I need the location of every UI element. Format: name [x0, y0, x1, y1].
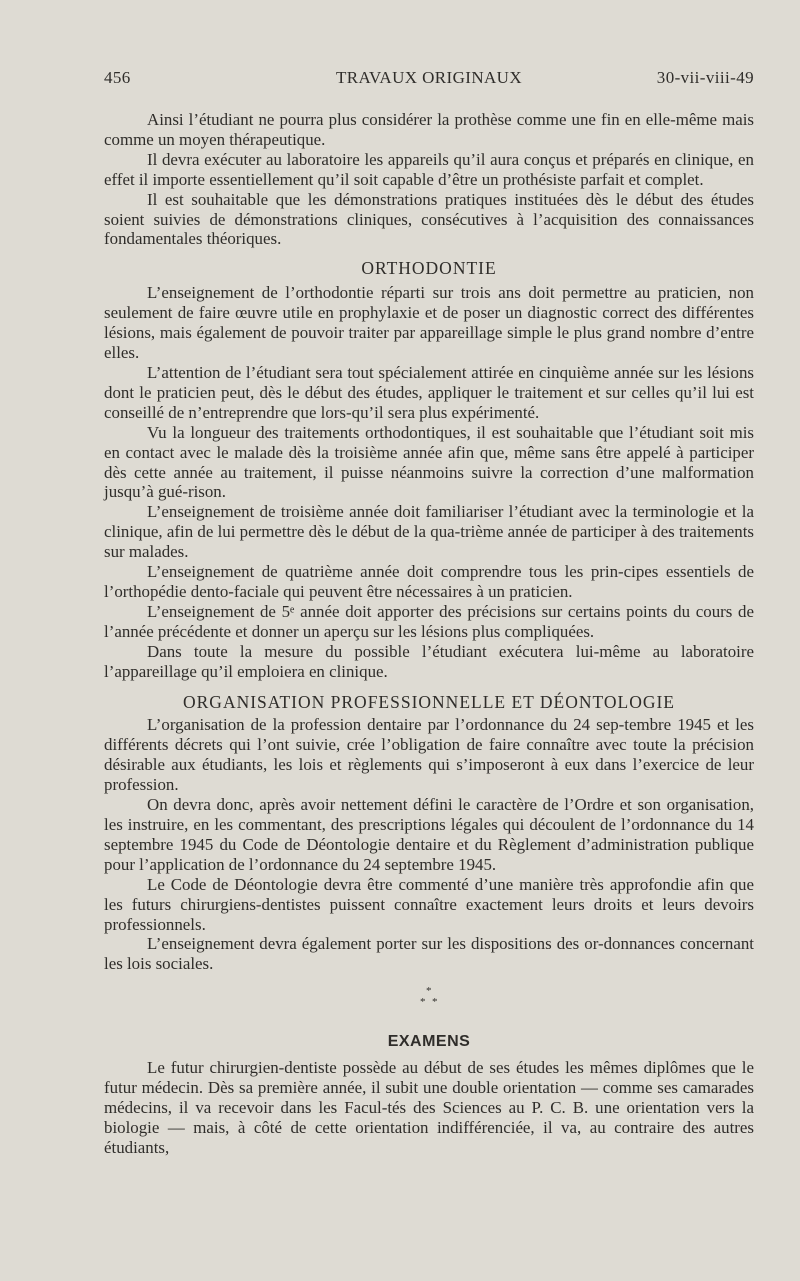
asterisk-left: *	[420, 996, 426, 1009]
asterisk-right: *	[432, 996, 438, 1009]
asterism-separator	[104, 986, 754, 1026]
paragraph: Vu la longueur des traitements orthodontiques, il est souhaitable que l’étudiant soit mis en contact avec le malade dès la troisième année afin que, même sans être appelé à participer dès cette année au traitement, il puisse néanmoins suivre la correction d’une malformation jusqu’à gué-rison.	[104, 422, 754, 502]
paragraph: L’enseignement de quatrième année doit comprendre tous les prin-cipes essentiels de l’orthopédie dento-faciale qui peuvent être nécessaires à un praticien.	[104, 562, 754, 601]
paragraph: Il est souhaitable que les démonstrations pratiques instituées dès le début des études soient suivies de démonstrations cliniques, consécutives à l’acquisition des connaissances fondamentales théoriques.	[104, 189, 754, 249]
section-heading-organisation: ORGANISATION PROFESSIONNELLE ET DÉONTOLOGIE	[183, 692, 675, 713]
asterisk-top: *	[426, 985, 432, 998]
section-heading-examens: EXAMENS	[387, 1033, 471, 1051]
running-title: TRAVAUX ORIGINAUX	[335, 68, 523, 87]
paragraph: Dans toute la mesure du possible l’étudiant exécutera lui-même au laboratoire l’appareillage qu’il emploiera en clinique.	[104, 641, 754, 681]
paragraph: L’enseignement de troisième année doit familiariser l’étudiant avec la terminologie et la clinique, afin de lui permettre dès le début de la qua-trième année de participer à des traitements sur malades.	[104, 502, 754, 562]
paragraph: On devra donc, après avoir nettement défini le caractère de l’Ordre et son organisation, les instruire, en les commentant, des prescriptions légales qui découlent de l’ordonnance du 14 septembre 1945 du Code de Déontologie dentaire et du Règlement d’administration publique pour l’application de l’ordonnance du 24 septembre 1945.	[104, 795, 754, 874]
page-header	[104, 68, 754, 92]
paragraph: L’attention de l’étudiant sera tout spécialement attirée en cinquième année sur les lésions dont le praticien peut, dès le début des études, appliquer le traitement et sur celles qu’il lui est conseillé de n’entreprendre que lors-qu’il sera plus expérimenté.	[104, 362, 754, 422]
paragraph: L’enseignement de l’orthodontie réparti sur trois ans doit permettre au praticien, non seulement de faire œuvre utile en prophylaxie et de poser un diagnostic correct des différentes lésions, mais également de pouvoir traiter par appareillage simple le plus grand nombre d’entre elles.	[104, 283, 754, 363]
body-text	[104, 110, 754, 1158]
issue-date: 30-vii-viii-49	[656, 68, 754, 87]
paragraph: Le futur chirurgien-dentiste possède au début de ses études les mêmes diplômes que le futur médecin. Dès sa première année, il subit une double orientation — comme ses camarades médecins, il va recevoir dans les Facul-tés des Sciences au P. C. B. une orientation vers la biologie — mais, à côté de cette orientation indifférenciée, il va, au contraire des autres étudiants,	[104, 1058, 754, 1157]
paragraph: Ainsi l’étudiant ne pourra plus considérer la prothèse comme une fin en elle-même mais comme un moyen thérapeutique.	[104, 110, 754, 149]
paragraph: Il devra exécuter au laboratoire les appareils qu’il aura conçus et préparés en clinique, en effet il importe essentiellement qu’il soit capable d’être un prothésiste parfait et complet.	[104, 149, 754, 189]
paragraph: L’enseignement devra également porter sur les dispositions des or-donnances concernant les lois sociales.	[104, 934, 754, 974]
paragraph: L’organisation de la profession dentaire par l’ordonnance du 24 sep-tembre 1945 et les différents décrets qui l’ont suivie, crée l’obligation de faire connaître avec toute la précision désirable aux étudiants, les lois et règlements qui s’imposeront à eux dans l’exercice de leur profession.	[104, 715, 754, 795]
section-heading-orthodontie: ORTHODONTIE	[361, 258, 497, 279]
paragraph: Le Code de Déontologie devra être commenté d’une manière très approfondie afin que les futurs chirurgiens-dentistes puissent connaître exactement leurs droits et leurs devoirs professionnels.	[104, 874, 754, 934]
paragraph: L’enseignement de 5ᵉ année doit apporter des précisions sur certains points du cours de l’année précédente et donner un aperçu sur les lésions plus compliquées.	[104, 601, 754, 641]
page-number: 456	[104, 68, 131, 87]
